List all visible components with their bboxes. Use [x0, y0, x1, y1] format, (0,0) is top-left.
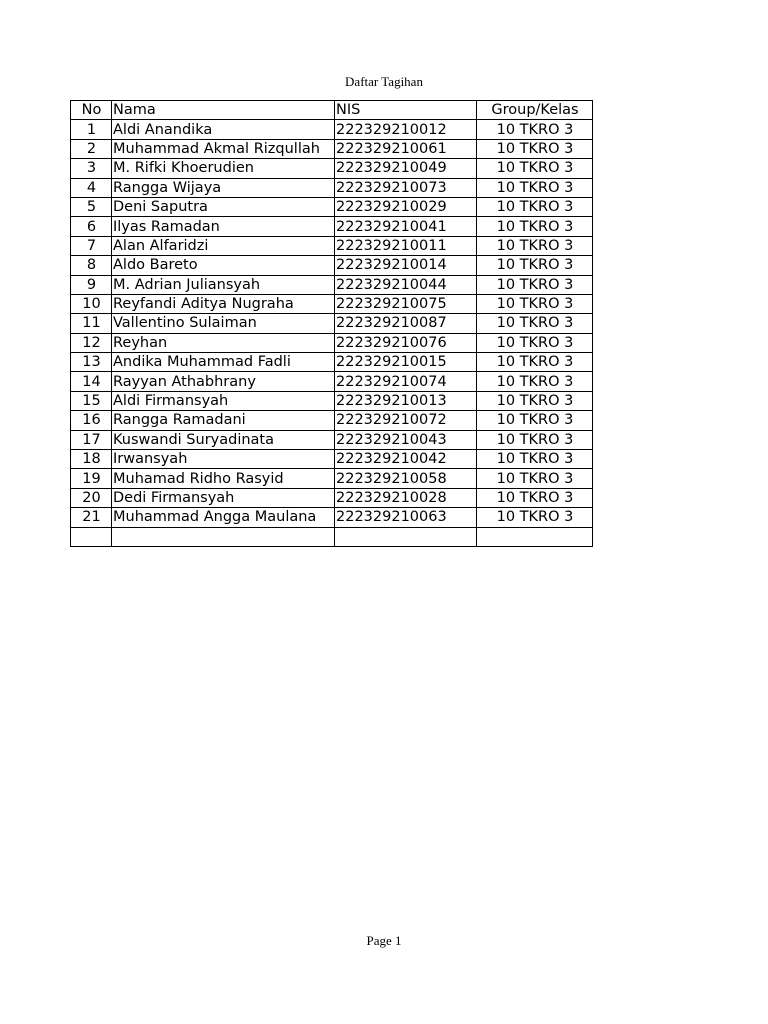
cell-no: 7 — [71, 236, 112, 255]
cell-kelas: 10 TKRO 3 — [477, 508, 593, 527]
cell-nama: Reyhan — [112, 333, 335, 352]
table-row — [71, 236, 593, 255]
cell-nama: M. Adrian Juliansyah — [112, 275, 335, 294]
cell-kelas: 10 TKRO 3 — [477, 178, 593, 197]
cell-no: 3 — [71, 159, 112, 178]
table-row — [71, 178, 593, 197]
cell-no-empty — [71, 527, 112, 546]
table-header — [71, 101, 593, 120]
cell-nama: Aldo Bareto — [112, 256, 335, 275]
cell-kelas: 10 TKRO 3 — [477, 411, 593, 430]
cell-nis: 222329210087 — [335, 314, 477, 333]
cell-no: 6 — [71, 217, 112, 236]
cell-kelas: 10 TKRO 3 — [477, 256, 593, 275]
cell-no: 1 — [71, 120, 112, 139]
cell-nama: Kuswandi Suryadinata — [112, 430, 335, 449]
cell-no: 15 — [71, 391, 112, 410]
cell-nis: 222329210042 — [335, 450, 477, 469]
cell-kelas: 10 TKRO 3 — [477, 294, 593, 313]
cell-kelas: 10 TKRO 3 — [477, 372, 593, 391]
cell-nis: 222329210075 — [335, 294, 477, 313]
cell-kelas: 10 TKRO 3 — [477, 120, 593, 139]
cell-nama: Muhammad Angga Maulana — [112, 508, 335, 527]
cell-no: 14 — [71, 372, 112, 391]
table-row — [71, 139, 593, 158]
cell-nama: Alan Alfaridzi — [112, 236, 335, 255]
cell-nama: Vallentino Sulaiman — [112, 314, 335, 333]
cell-no: 20 — [71, 488, 112, 507]
cell-nis: 222329210011 — [335, 236, 477, 255]
table-row — [71, 333, 593, 352]
cell-no: 12 — [71, 333, 112, 352]
table-body — [71, 120, 593, 547]
cell-no: 21 — [71, 508, 112, 527]
header-no: No — [71, 101, 112, 120]
cell-nama-empty — [112, 527, 335, 546]
cell-no: 16 — [71, 411, 112, 430]
cell-nis: 222329210049 — [335, 159, 477, 178]
table-row — [71, 217, 593, 236]
cell-nis: 222329210028 — [335, 488, 477, 507]
document-title: Daftar Tagihan — [345, 74, 423, 89]
cell-nis: 222329210012 — [335, 120, 477, 139]
cell-nis: 222329210043 — [335, 430, 477, 449]
cell-nama: Rayyan Athabhrany — [112, 372, 335, 391]
table-row — [71, 159, 593, 178]
cell-no: 9 — [71, 275, 112, 294]
table-row — [71, 294, 593, 313]
empty-row — [71, 527, 593, 546]
cell-no: 8 — [71, 256, 112, 275]
cell-kelas: 10 TKRO 3 — [477, 217, 593, 236]
cell-nis: 222329210041 — [335, 217, 477, 236]
cell-nama: Aldi Firmansyah — [112, 391, 335, 410]
cell-nis: 222329210076 — [335, 333, 477, 352]
cell-kelas-empty — [477, 527, 593, 546]
cell-kelas: 10 TKRO 3 — [477, 488, 593, 507]
table-row — [71, 450, 593, 469]
cell-nama: Muhammad Akmal Rizqullah — [112, 139, 335, 158]
cell-nama: Rangga Wijaya — [112, 178, 335, 197]
cell-nama: Muhamad Ridho Rasyid — [112, 469, 335, 488]
cell-kelas: 10 TKRO 3 — [477, 314, 593, 333]
cell-nama: M. Rifki Khoerudien — [112, 159, 335, 178]
cell-nis: 222329210072 — [335, 411, 477, 430]
cell-kelas: 10 TKRO 3 — [477, 450, 593, 469]
table-row — [71, 488, 593, 507]
cell-nis: 222329210061 — [335, 139, 477, 158]
header-kelas: Group/Kelas — [477, 101, 593, 120]
table-row — [71, 256, 593, 275]
cell-nis-empty — [335, 527, 477, 546]
cell-nama: Rangga Ramadani — [112, 411, 335, 430]
table-row — [71, 197, 593, 216]
cell-nis: 222329210058 — [335, 469, 477, 488]
table-row — [71, 120, 593, 139]
cell-no: 2 — [71, 139, 112, 158]
cell-nama: Andika Muhammad Fadli — [112, 353, 335, 372]
cell-no: 19 — [71, 469, 112, 488]
header-nama: Nama — [112, 101, 335, 120]
table-row — [71, 411, 593, 430]
table-row — [71, 469, 593, 488]
cell-nama: Ilyas Ramadan — [112, 217, 335, 236]
cell-no: 17 — [71, 430, 112, 449]
cell-nis: 222329210044 — [335, 275, 477, 294]
cell-kelas: 10 TKRO 3 — [477, 139, 593, 158]
cell-kelas: 10 TKRO 3 — [477, 353, 593, 372]
cell-nama: Reyfandi Aditya Nugraha — [112, 294, 335, 313]
cell-kelas: 10 TKRO 3 — [477, 275, 593, 294]
cell-nis: 222329210063 — [335, 508, 477, 527]
cell-no: 10 — [71, 294, 112, 313]
cell-nama: Deni Saputra — [112, 197, 335, 216]
cell-nis: 222329210029 — [335, 197, 477, 216]
table-row — [71, 430, 593, 449]
cell-nama: Irwansyah — [112, 450, 335, 469]
table-row — [71, 391, 593, 410]
header-nis: NIS — [335, 101, 477, 120]
table-row — [71, 314, 593, 333]
cell-no: 5 — [71, 197, 112, 216]
cell-kelas: 10 TKRO 3 — [477, 197, 593, 216]
table-row — [71, 508, 593, 527]
cell-no: 13 — [71, 353, 112, 372]
cell-nis: 222329210015 — [335, 353, 477, 372]
page-number: Page 1 — [366, 933, 402, 948]
cell-no: 11 — [71, 314, 112, 333]
cell-no: 4 — [71, 178, 112, 197]
table-row — [71, 353, 593, 372]
cell-kelas: 10 TKRO 3 — [477, 159, 593, 178]
cell-kelas: 10 TKRO 3 — [477, 236, 593, 255]
cell-kelas: 10 TKRO 3 — [477, 469, 593, 488]
billing-table — [70, 100, 593, 547]
cell-nis: 222329210013 — [335, 391, 477, 410]
cell-no: 18 — [71, 450, 112, 469]
cell-kelas: 10 TKRO 3 — [477, 391, 593, 410]
table-row — [71, 372, 593, 391]
cell-nis: 222329210073 — [335, 178, 477, 197]
cell-kelas: 10 TKRO 3 — [477, 333, 593, 352]
cell-nis: 222329210074 — [335, 372, 477, 391]
cell-nama: Aldi Anandika — [112, 120, 335, 139]
header-row — [71, 101, 593, 120]
cell-nis: 222329210014 — [335, 256, 477, 275]
table-row — [71, 275, 593, 294]
cell-kelas: 10 TKRO 3 — [477, 430, 593, 449]
cell-nama: Dedi Firmansyah — [112, 488, 335, 507]
